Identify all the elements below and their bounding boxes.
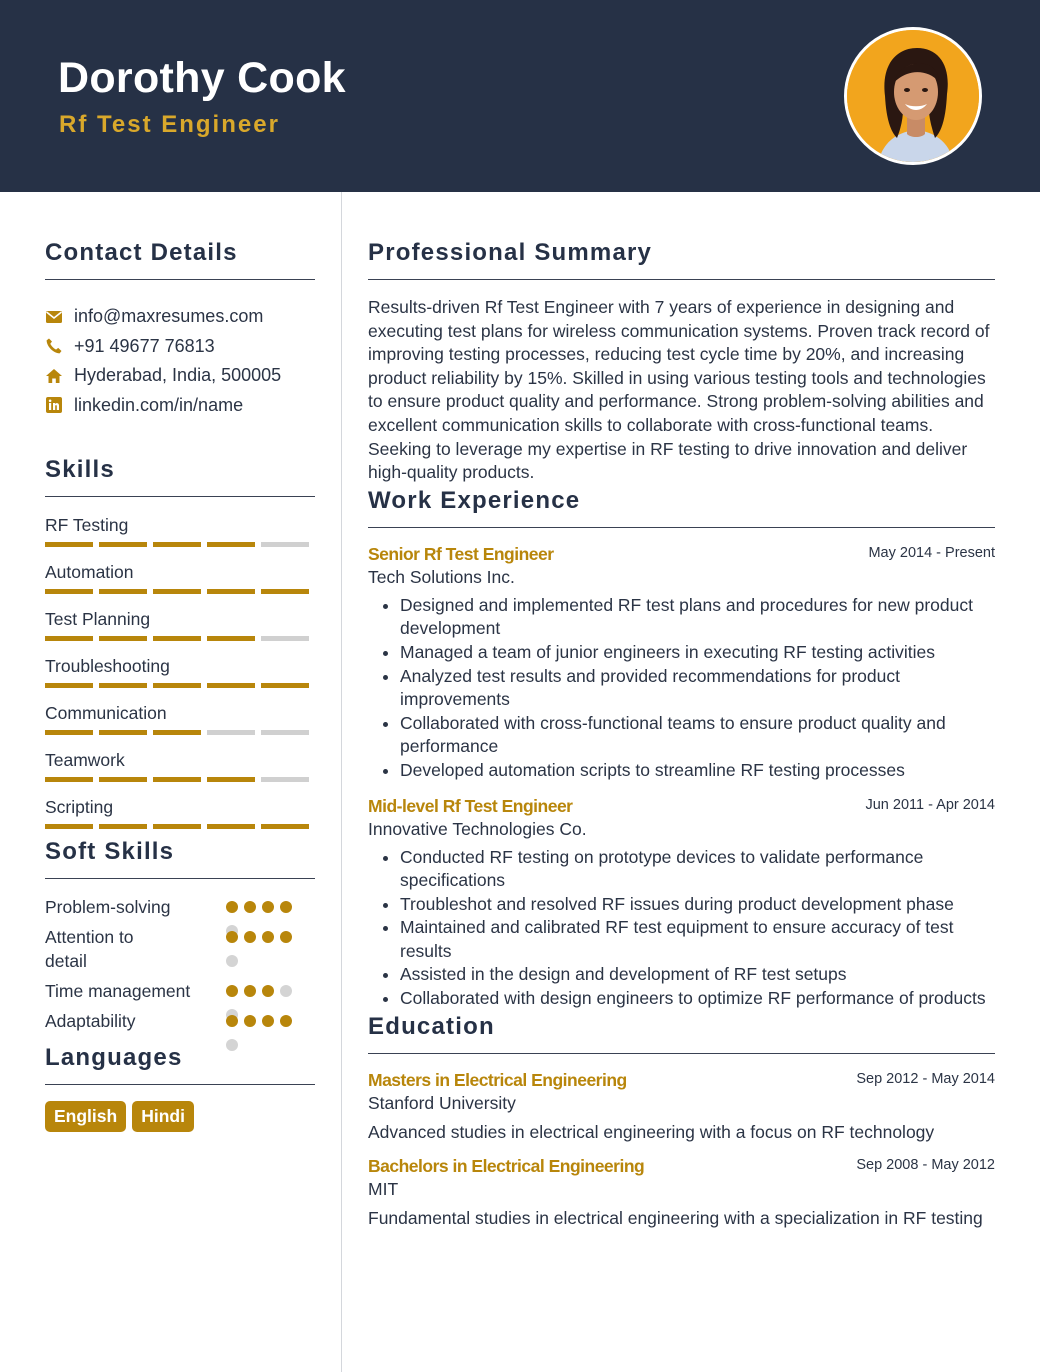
skill-bar-filled: [99, 589, 147, 594]
contact-section: [45, 239, 315, 420]
section-rule: [368, 527, 995, 528]
profile-photo: [844, 27, 982, 165]
rating-dot-filled: [226, 901, 238, 913]
rating-dot-filled: [244, 985, 256, 997]
skill-bar-filled: [153, 589, 201, 594]
rating-dot-filled: [226, 931, 238, 943]
soft-skill-item: [45, 1006, 315, 1036]
skill-bar-filled: [153, 542, 201, 547]
soft-skills-list: [45, 892, 315, 1036]
experience-heading: Work Experience: [368, 486, 581, 514]
rating-dot-filled: [244, 901, 256, 913]
soft-skill-name: Time management: [45, 981, 191, 1001]
rating-dot-empty: [280, 985, 292, 997]
education-description: Advanced studies in electrical engineering with a focus on RF technology: [368, 1121, 935, 1142]
rating-dot-filled: [244, 1015, 256, 1027]
rating-dot-filled: [280, 931, 292, 943]
skill-bar-filled: [153, 683, 201, 688]
contact-linkedin[interactable]: [45, 391, 315, 421]
job-dates: May 2014 - Present: [868, 544, 995, 561]
skill-level-bar: [45, 730, 315, 735]
skill-name: Scripting: [45, 797, 114, 817]
skill-bar-filled: [99, 730, 147, 735]
skills-heading: Skills: [45, 456, 115, 483]
education-dates: Sep 2012 - May 2014: [856, 1070, 995, 1087]
skill-level-bar: [45, 683, 315, 688]
soft-skill-name: Attention to detail: [45, 927, 134, 971]
job-entry: [368, 796, 995, 1011]
skill-bar-filled: [45, 730, 93, 735]
rating-dot-filled: [262, 1015, 274, 1027]
skill-item: [45, 749, 315, 782]
skill-bar-filled: [99, 636, 147, 641]
education-dates: Sep 2008 - May 2012: [856, 1157, 995, 1174]
skill-item: [45, 796, 315, 829]
section-rule: [368, 1053, 995, 1054]
skill-bar-empty: [261, 730, 309, 735]
school-name: Stanford University: [368, 1092, 516, 1113]
skill-name: Automation: [45, 562, 134, 582]
languages-list: [45, 1101, 315, 1132]
skill-bar-empty: [261, 777, 309, 782]
skill-bar-filled: [45, 542, 93, 547]
job-title: Mid-level Rf Test Engineer: [368, 795, 573, 816]
list-item: • Developed automation scripts to streamline RF testing processes: [400, 759, 995, 783]
soft-skills-heading: Soft Skills: [45, 838, 175, 865]
section-rule: [45, 279, 315, 280]
skill-level-bar: [45, 589, 315, 594]
education-section: [368, 1013, 995, 1231]
degree-title: Masters in Electrical Engineering: [368, 1069, 627, 1090]
summary-text: Results-driven Rf Test Engineer with 7 years of experience in designing and executing test plans for wireless communication systems. Proven track record of improving testing processes, reducing test cycle time by 20%, and increasing product reliability by 15%. Skilled in using various testing tools and technologies to ensure product quality and performance. Strong problem-solving abilities and excellent communication skills to collaborate with cross-functional teams. Seeking to leverage my expertise in RF testing to drive innovation and deliver high-quality products.: [368, 297, 990, 483]
linkedin-icon: [45, 396, 63, 414]
language-badge: English: [45, 1101, 126, 1132]
list-item: • Troubleshot and resolved RF issues during product development phase: [400, 893, 995, 917]
list-item: • Managed a team of junior engineers in executing RF testing activities: [400, 641, 995, 665]
skill-bar-filled: [99, 777, 147, 782]
languages-section: [45, 1044, 315, 1132]
contact-phone[interactable]: [45, 332, 315, 362]
skill-item: [45, 514, 315, 547]
education-entry: [368, 1070, 995, 1145]
list-item: • Collaborated with design engineers to optimize RF performance of products: [400, 987, 995, 1011]
education-entry: [368, 1156, 995, 1231]
contact-linkedin-text: linkedin.com/in/name: [74, 394, 244, 415]
job-dates: Jun 2011 - Apr 2014: [865, 796, 995, 813]
skill-bar-filled: [207, 589, 255, 594]
skill-bar-filled: [153, 777, 201, 782]
phone-icon: [45, 337, 63, 355]
skill-bar-filled: [45, 777, 93, 782]
section-rule: [45, 496, 315, 497]
skill-item: [45, 702, 315, 735]
skill-bar-filled: [153, 636, 201, 641]
list-item: • Conducted RF testing on prototype devices to validate performance specifications: [400, 846, 995, 893]
job-title: Senior Rf Test Engineer: [368, 543, 554, 564]
contact-email-text: info@maxresumes.com: [74, 306, 264, 327]
skill-level-bar: [45, 824, 315, 829]
rating-dot-filled: [262, 985, 274, 997]
soft-skills-section: [45, 838, 315, 1036]
language-badge: Hindi: [132, 1101, 194, 1132]
skill-bar-filled: [207, 542, 255, 547]
contact-address: [45, 361, 315, 391]
rating-dot-empty: [226, 1039, 238, 1051]
skills-section: [45, 456, 315, 829]
school-name: MIT: [368, 1179, 399, 1200]
skill-bar-filled: [153, 824, 201, 829]
skill-bar-filled: [207, 777, 255, 782]
rating-dot-filled: [280, 1015, 292, 1027]
soft-skill-name: Adaptability: [45, 1011, 136, 1031]
skill-bar-filled: [99, 824, 147, 829]
job-company: Tech Solutions Inc.: [368, 566, 515, 587]
skill-bar-filled: [99, 542, 147, 547]
skill-bar-filled: [45, 824, 93, 829]
soft-skill-item: [45, 892, 315, 922]
skill-bar-filled: [153, 730, 201, 735]
envelope-icon: [45, 308, 63, 326]
section-rule: [368, 279, 995, 280]
skill-name: Teamwork: [45, 750, 125, 770]
contact-list: [45, 302, 315, 420]
summary-section: [368, 239, 995, 485]
skill-bar-empty: [207, 730, 255, 735]
candidate-title: Rf Test Engineer: [59, 111, 280, 138]
skill-bar-filled: [207, 636, 255, 641]
skill-bar-filled: [261, 589, 309, 594]
summary-heading: Professional Summary: [368, 239, 653, 266]
list-item: • Designed and implemented RF test plans and procedures for new product development: [400, 594, 995, 641]
list-item: • Collaborated with cross-functional teams to ensure product quality and performance: [400, 712, 995, 759]
job-bullets: [368, 846, 995, 1011]
rating-dot-filled: [262, 901, 274, 913]
skill-bar-empty: [261, 542, 309, 547]
skills-list: [45, 514, 315, 829]
home-icon: [45, 367, 63, 385]
soft-skill-name: Problem-solving: [45, 897, 171, 917]
skill-bar-filled: [45, 636, 93, 641]
skill-bar-filled: [207, 824, 255, 829]
list-item: • Maintained and calibrated RF test equipment to ensure accuracy of test results: [400, 916, 995, 963]
experience-section: [368, 487, 995, 1011]
job-bullets: [368, 594, 995, 783]
column-divider: [341, 192, 342, 1372]
degree-title: Bachelors in Electrical Engineering: [368, 1156, 645, 1177]
right-column: [368, 192, 995, 1231]
candidate-name: Dorothy Cook: [58, 54, 346, 102]
skill-name: RF Testing: [45, 515, 129, 535]
contact-phone-text: +91 49677 76813: [74, 335, 215, 356]
skill-item: [45, 561, 315, 594]
job-company: Innovative Technologies Co.: [368, 818, 587, 839]
rating-dot-filled: [280, 901, 292, 913]
job-entry: [368, 544, 995, 783]
skill-item: [45, 608, 315, 641]
skill-item: [45, 655, 315, 688]
resume-header: [0, 0, 1040, 192]
avatar-portrait-icon: [847, 30, 982, 165]
skill-bar-filled: [207, 683, 255, 688]
soft-skill-item: [45, 922, 315, 976]
left-column: [45, 192, 315, 1132]
education-heading: Education: [368, 1012, 495, 1040]
skill-bar-filled: [261, 824, 309, 829]
skill-bar-filled: [45, 589, 93, 594]
skill-bar-filled: [261, 683, 309, 688]
contact-email[interactable]: [45, 302, 315, 332]
list-item: • Assisted in the design and development of RF test setups: [400, 963, 995, 987]
list-item: • Analyzed test results and provided recommendations for product improvements: [400, 665, 995, 712]
languages-heading: Languages: [45, 1044, 183, 1071]
skill-bar-filled: [45, 683, 93, 688]
rating-dot-empty: [226, 955, 238, 967]
rating-dot-filled: [226, 1015, 238, 1027]
skill-name: Communication: [45, 703, 167, 723]
rating-dot-filled: [244, 931, 256, 943]
skill-bar-filled: [99, 683, 147, 688]
section-rule: [45, 878, 315, 879]
contact-address-text: Hyderabad, India, 500005: [74, 365, 282, 386]
rating-dot-filled: [262, 931, 274, 943]
soft-skill-item: [45, 976, 315, 1006]
contact-heading: Contact Details: [45, 239, 238, 266]
skill-bar-empty: [261, 636, 309, 641]
skill-name: Test Planning: [45, 609, 151, 629]
skill-level-bar: [45, 777, 315, 782]
skill-name: Troubleshooting: [45, 656, 170, 676]
skill-level-bar: [45, 636, 315, 641]
section-rule: [45, 1084, 315, 1085]
rating-dot-filled: [226, 985, 238, 997]
skill-level-bar: [45, 542, 315, 547]
education-description: Fundamental studies in electrical engineering with a specialization in RF testing: [368, 1208, 983, 1229]
